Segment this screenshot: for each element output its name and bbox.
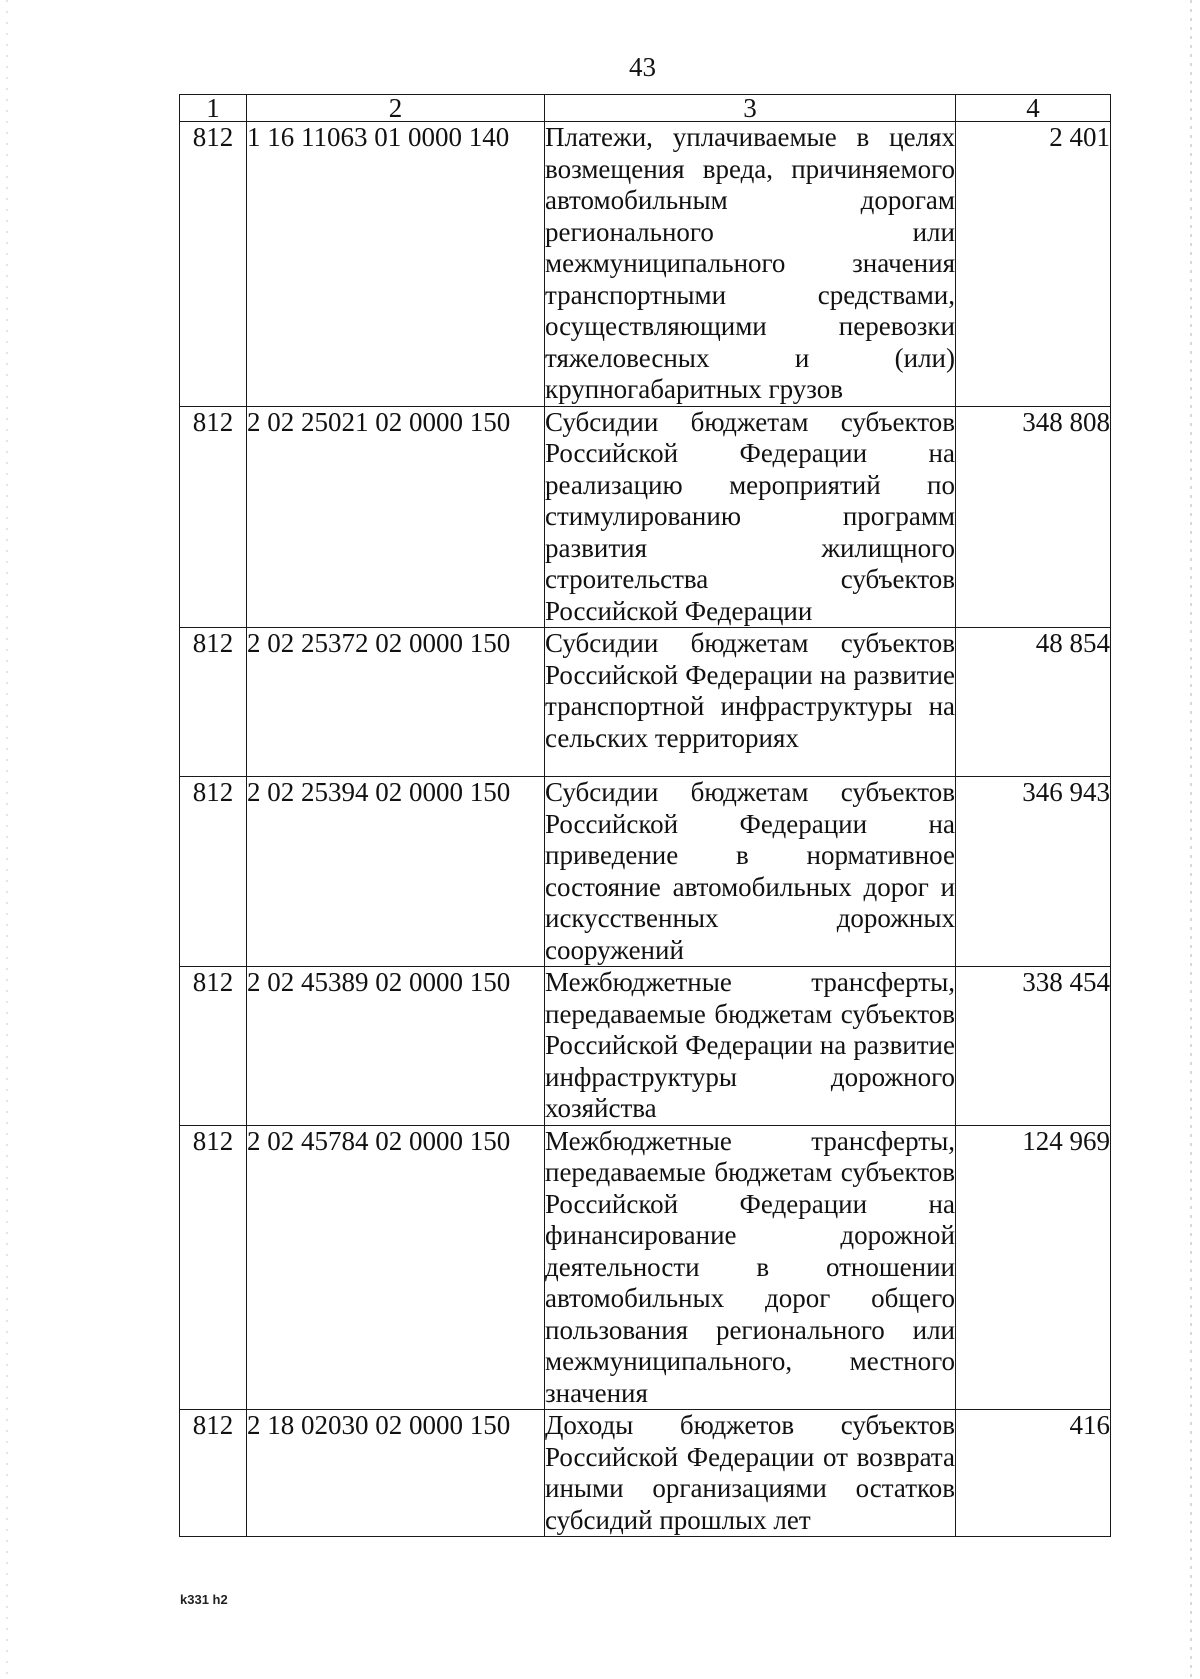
description-cell: Межбюджетные трансферты, передаваемые бюджетам субъектов Российской Федерации на финансирование дорожной деятельности в отношении автомобильных дорог общего пользования регионального или межмуниципального, местного значения xyxy=(545,1125,955,1408)
table-row xyxy=(180,777,1111,967)
description-cell: Межбюджетные трансферты, передаваемые бюджетам субъектов Российской Федерации на развитие инфраструктуры дорожного хозяйства xyxy=(545,967,955,1123)
admin-code-cell: 812 xyxy=(180,967,247,1126)
budget-code-cell: 2 02 45389 02 0000 150 xyxy=(247,967,545,1126)
budget-code-cell: 1 16 11063 01 0000 140 xyxy=(247,122,545,407)
admin-code-cell: 812 xyxy=(180,628,247,777)
page-number: 43 xyxy=(629,52,656,82)
admin-code-cell: 812 xyxy=(180,122,247,407)
amount-cell: 416 xyxy=(956,1410,1111,1537)
table-row xyxy=(180,967,1111,1126)
column-header-3: 3 xyxy=(545,95,956,122)
admin-code-cell: 812 xyxy=(180,1410,247,1537)
budget-code-cell: 2 18 02030 02 0000 150 xyxy=(247,1410,545,1537)
table-row xyxy=(180,406,1111,628)
budget-code-cell: 2 02 45784 02 0000 150 xyxy=(247,1125,545,1410)
column-header-4: 4 xyxy=(956,95,1111,122)
description-cell: Субсидии бюджетам субъектов Российской Федерации на развитие транспортной инфраструктуры на сельских территориях xyxy=(545,628,956,777)
budget-code-cell: 2 02 25394 02 0000 150 xyxy=(247,777,545,967)
column-header-1: 1 xyxy=(180,95,247,122)
table-header-row xyxy=(180,95,1111,122)
budget-revenue-table xyxy=(179,94,1111,1537)
admin-code-cell: 812 xyxy=(180,777,247,967)
scan-edge-right xyxy=(1190,0,1192,1679)
column-header-2: 2 xyxy=(247,95,545,122)
table-row xyxy=(180,122,1111,407)
amount-cell: 48 854 xyxy=(956,628,1111,777)
table-row xyxy=(180,628,1111,777)
amount-cell: 124 969 xyxy=(956,1125,1111,1410)
budget-code-cell: 2 02 25372 02 0000 150 xyxy=(247,628,545,777)
description-cell: Доходы бюджетов субъектов Российской Федерации от возврата иными организациями остатков субсидий прошлых лет xyxy=(545,1410,955,1535)
description-cell: Субсидии бюджетам субъектов Российской Федерации на приведение в нормативное состояние автомобильных дорог и искусственных дорожных сооружений xyxy=(545,777,955,965)
table-row xyxy=(180,1410,1111,1537)
amount-cell: 348 808 xyxy=(956,406,1111,628)
description-cell: Платежи, уплачиваемые в целях возмещения вреда, причиняемого автомобильным дорогам регионального или межмуниципального значения транспортными средствами, осуществляющими перевозки тяжеловесных и (или) крупногабаритных грузов xyxy=(545,122,955,404)
table-row xyxy=(180,1125,1111,1410)
amount-cell: 2 401 xyxy=(956,122,1111,407)
admin-code-cell: 812 xyxy=(180,406,247,628)
description-cell: Субсидии бюджетам субъектов Российской Федерации на реализацию мероприятий по стимулированию программ развития жилищного строительства субъектов Российской Федерации xyxy=(545,406,955,626)
amount-cell: 346 943 xyxy=(956,777,1111,967)
budget-code-cell: 2 02 25021 02 0000 150 xyxy=(247,406,545,628)
document-code: k331 h2 xyxy=(180,1592,228,1607)
scan-edge-left xyxy=(6,0,8,1679)
admin-code-cell: 812 xyxy=(180,1125,247,1410)
amount-cell: 338 454 xyxy=(956,967,1111,1126)
